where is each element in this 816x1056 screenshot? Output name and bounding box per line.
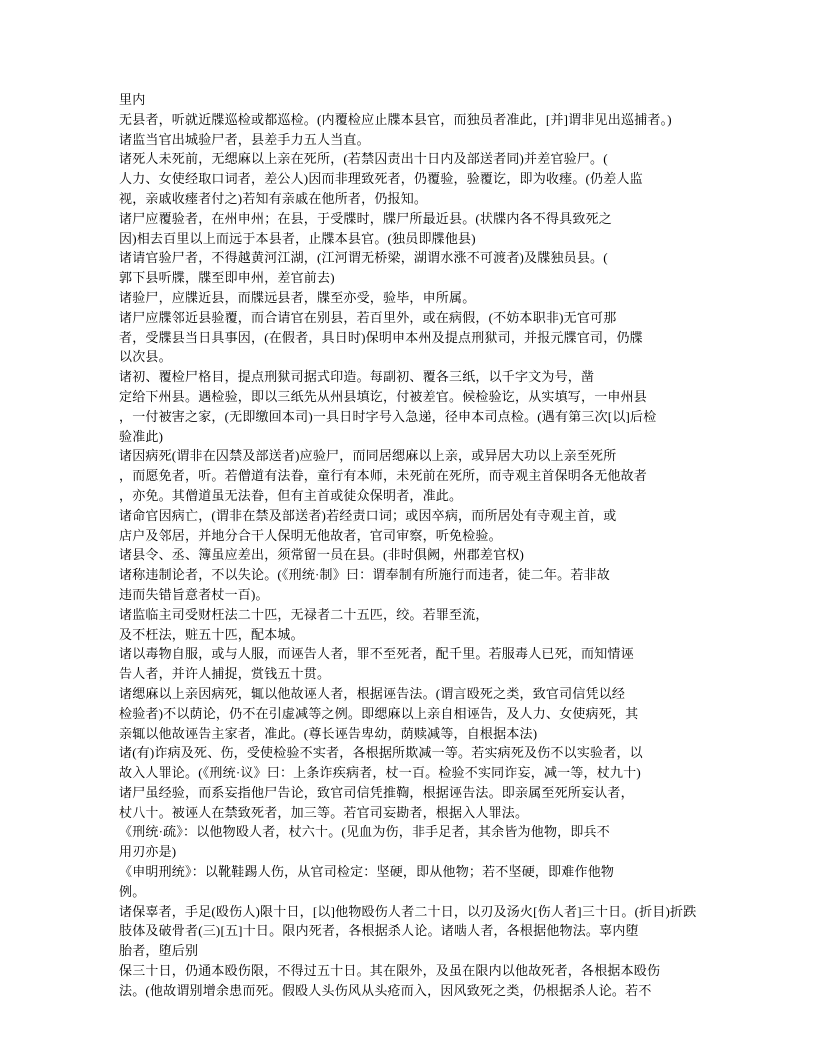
text-line: 检验者)不以荫论，仍不在引虚减等之例。即缌麻以上亲自相诬告，及人力、女使病死，其 [119,705,639,721]
text-line: 告人者，并许人捕捉，赏钱五十贯。 [119,666,331,682]
text-line: 验准此) [119,428,164,444]
text-line: 人力、女使经取口词者，差公人)因而非理致死者，仍覆验，验覆讫，即为收瘗。(仍差人监 [119,171,643,187]
text-line: 定给下州县。遇检验，即以三纸先从州县填讫，付被差官。候检验讫，从实填写，一申州县 [119,388,648,404]
text-line: 无县者，听就近牒巡检或都巡检。(内覆检应止牒本县官，而独员者准此，[并]谓非见出巡捕者。) [119,111,672,127]
text-line: 及不枉法，赃五十匹，配本城。 [119,626,304,642]
text-line: 诸(有)诈病及死、伤，受使检验不实者，各根据所欺减一等。若实病死及伤不以实验者，以 [119,745,643,761]
text-line: 诸验尸，应牒近县，而牒远县者，牒至亦受，验毕，申所属。 [119,289,476,305]
text-line: 亲辄以他故诬告主家者，准此。(尊长诬告卑幼，荫赎减等，自根据本法) [119,725,538,741]
text-line: 诸尸应牒邻近县验覆，而合请官在别县，若百里外，或在病假，(不妨本职非)无官可那 [119,309,617,325]
text-line: 诸称违制论者，不以失论。(《刑统·制》曰：谓奉制有所施行而违者，徒二年。若非故 [119,567,610,583]
text-line: 违而失错旨意者杖一百)。 [119,586,269,602]
text-line: 诸监临主司受财枉法二十匹，无禄者二十五匹，绞。若罪至流， [119,606,489,622]
text-line: 诸请官验尸者，不得越黄河江湖，(江河谓无桥梁，湖谓水涨不可渡者)及牒独员县。( [119,250,608,266]
text-line: 法。(他故谓别增余患而死。假殴人头伤风从头疮而入，因风致死之类，仍根据杀人论。若不 [119,982,652,998]
text-line: 例。 [119,883,146,899]
text-line: 用刃亦是) [119,844,177,860]
text-line: 保三十日，仍通本殴伤限，不得过五十日。其在限外，及虽在限内以他故死者，各根据本殴伤 [119,963,661,979]
text-line: 视，亲戚收瘗者付之)若知有亲戚在他所者，仍报知。 [119,190,428,206]
document-text-block [119,90,759,1001]
text-line: 杖八十。被诬人在禁致死者，加三等。若官司妄勘者，根据入人罪法。 [119,804,529,820]
text-line: 诸初、覆检尸格目，提点刑狱司据式印造。每副初、覆各三纸，以千字文为号，凿 [119,369,595,385]
text-line: ，亦免。其僧道虽无法眷，但有主首或徒众保明者，准此。 [119,487,463,503]
text-line: 故入人罪论。(《刑统·议》曰：上条诈疾病者，杖一百。检验不实同诈妄，减一等，杖九十) [119,765,641,781]
text-line: 《申明刑统》：以靴鞋踢人伤，从官司检定：坚硬，即从他物；若不坚硬，即难作他物 [119,864,615,880]
text-line: 诸死人未死前，无缌麻以上亲在死所，(若禁囚责出十日内及部送者同)并差官验尸。( [119,151,608,167]
text-line: 诸缌麻以上亲因病死，辄以他故诬人者，根据诬告法。(谓言殴死之类，致官司信凭以经 [119,685,626,701]
text-line: ，一付被害之家，(无即缴回本司)一具日时字号入急递，径申本司点检。(遇有第三次[以]后检 [119,408,657,424]
text-line: 肢体及破骨者(三)[五]十日。限内死者，各根据杀人论。诸啮人者，各根据他物法。辜内堕 [119,923,639,939]
text-line: 者，受牒县当日具事因，(在假者，具日时)保明申本州及提点刑狱司，并报元牒官司，仍牒 [119,329,643,345]
text-line: 诸因病死(谓非在囚禁及部送者)应验尸，而同居缌麻以上亲，或异居大功以上亲至死所 [119,448,617,464]
text-line: 诸命官因病亡，(谓非在禁及部送者)若经责口词；或因卒病，而所居处有寺观主首，或 [119,507,617,523]
text-line: 诸尸应覆验者，在州申州；在县，于受牒时，牒尸所最近县。(状牒内各不得具致死之 [119,210,612,226]
text-line: 胎者，堕后别 [119,943,199,959]
text-line: 诸保辜者，手足(殴伤人)限十日，[以]他物殴伤人者二十日，以刃及汤火[伤人者]三十日。(折目)折跌 [119,903,697,919]
text-line: ，而愿免者，听。若僧道有法眷，童行有本师，未死前在死所，而寺观主首保明各无他故者 [119,468,648,484]
text-line: 里内 [119,92,146,107]
text-line: 因)相去百里以上而远于本县者，止牒本县官。(独员即牒他县) [119,230,476,246]
text-line: 郭下县听牒，牒至即申州，差官前去) [119,270,335,286]
text-line: 以次县。 [119,349,172,365]
text-line: 诸以毒物自服，或与人服，而诬告人者，罪不至死者，配千里。若服毒人已死，而知情诬 [119,646,634,662]
text-line: 诸尸虽经验，而系妄指他尸告论，致官司信凭推鞫，根据诬告法。即亲属至死所妄认者， [119,784,634,800]
text-line: 店户及邻居，并地分合干人保明无他故者，官司审察，听免检验。 [119,527,502,543]
text-line: 诸监当官出城验尸者，县差手力五人当直。 [119,131,370,147]
text-line: 《刑统·疏》：以他物殴人者，杖六十。(见血为伤，非手足者，其余皆为他物，即兵不 [119,824,610,840]
text-line: 诸县令、丞、簿虽应差出，须常留一员在县。(非时俱阙，州郡差官权) [119,547,525,563]
